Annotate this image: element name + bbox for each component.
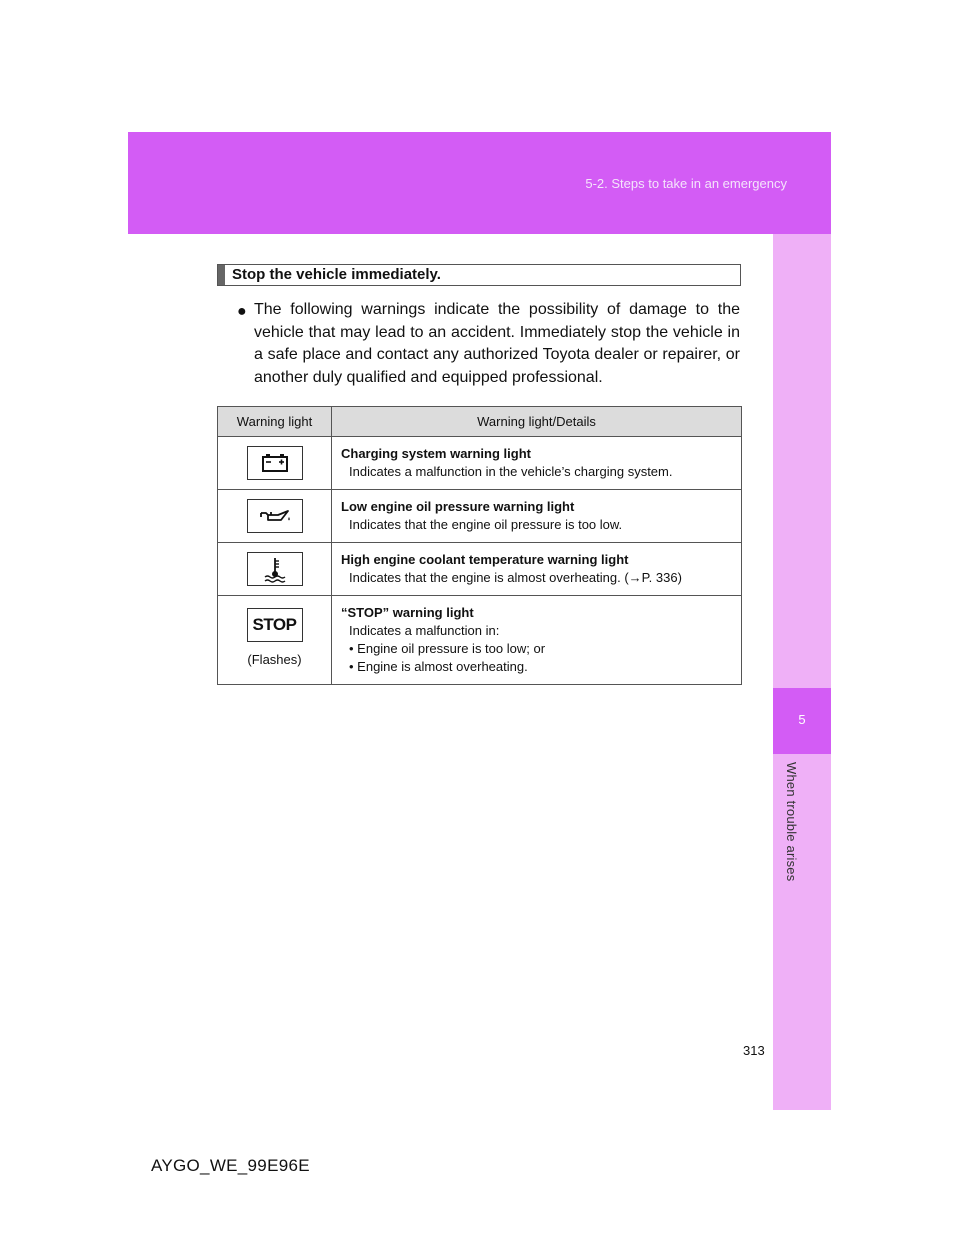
warning-detail: • Engine oil pressure is too low; or	[349, 641, 546, 656]
section-title: Stop the vehicle immediately.	[232, 266, 441, 283]
page-number: 313	[743, 1043, 765, 1058]
icon-cell	[218, 490, 332, 543]
column-header: Warning light	[218, 407, 332, 437]
section-path: 5-2. Steps to take in an emergency	[585, 176, 787, 191]
side-strip	[773, 234, 831, 1110]
warning-detail: Indicates a malfunction in:	[349, 623, 500, 638]
table-header-row	[218, 407, 742, 437]
bullet-icon: ●	[237, 303, 247, 320]
coolant-temperature-icon	[247, 552, 303, 586]
document-code: AYGO_WE_99E96E	[151, 1156, 310, 1175]
intro-paragraph: The following warnings indicate the possibility of damage to the vehicle that may lead to an accident. Immediately stop the vehicle in a safe place and contact any authorized Toyota dealer or repairer, or another duly qualified and equipped professional.	[254, 301, 740, 386]
icon-cell	[218, 437, 332, 490]
warning-title: “STOP” warning light	[341, 605, 474, 620]
warning-detail: Indicates a malfunction in the vehicle’s charging system.	[349, 464, 673, 479]
warning-detail: • Engine is almost overheating.	[349, 659, 528, 674]
table-row	[218, 596, 742, 685]
section-bar	[218, 265, 225, 285]
stop-icon: STOP	[247, 608, 303, 642]
details-cell	[332, 437, 742, 490]
oil-can-icon	[247, 499, 303, 533]
warning-title: Charging system warning light	[341, 446, 531, 461]
details-cell	[332, 490, 742, 543]
warning-detail: Indicates that the engine is almost overheating. (→P. 336)	[349, 570, 682, 585]
chapter-label: When trouble arises	[784, 762, 799, 882]
details-cell	[332, 596, 742, 685]
battery-icon	[247, 446, 303, 480]
column-header: Warning light/Details	[332, 407, 742, 437]
table-row	[218, 543, 742, 596]
icon-cell	[218, 543, 332, 596]
warning-title: High engine coolant temperature warning light	[341, 552, 629, 567]
chapter-tab[interactable]	[773, 688, 831, 754]
table-row	[218, 437, 742, 490]
header-band	[128, 132, 831, 234]
table-row	[218, 490, 742, 543]
flashes-note: (Flashes)	[247, 652, 302, 667]
icon-cell	[218, 596, 332, 685]
warning-title: Low engine oil pressure warning light	[341, 499, 575, 514]
details-cell	[332, 543, 742, 596]
section-heading	[217, 264, 741, 286]
warning-light-table	[217, 406, 742, 685]
chapter-number: 5	[798, 712, 806, 727]
warning-detail: Indicates that the engine oil pressure is too low.	[349, 517, 623, 532]
